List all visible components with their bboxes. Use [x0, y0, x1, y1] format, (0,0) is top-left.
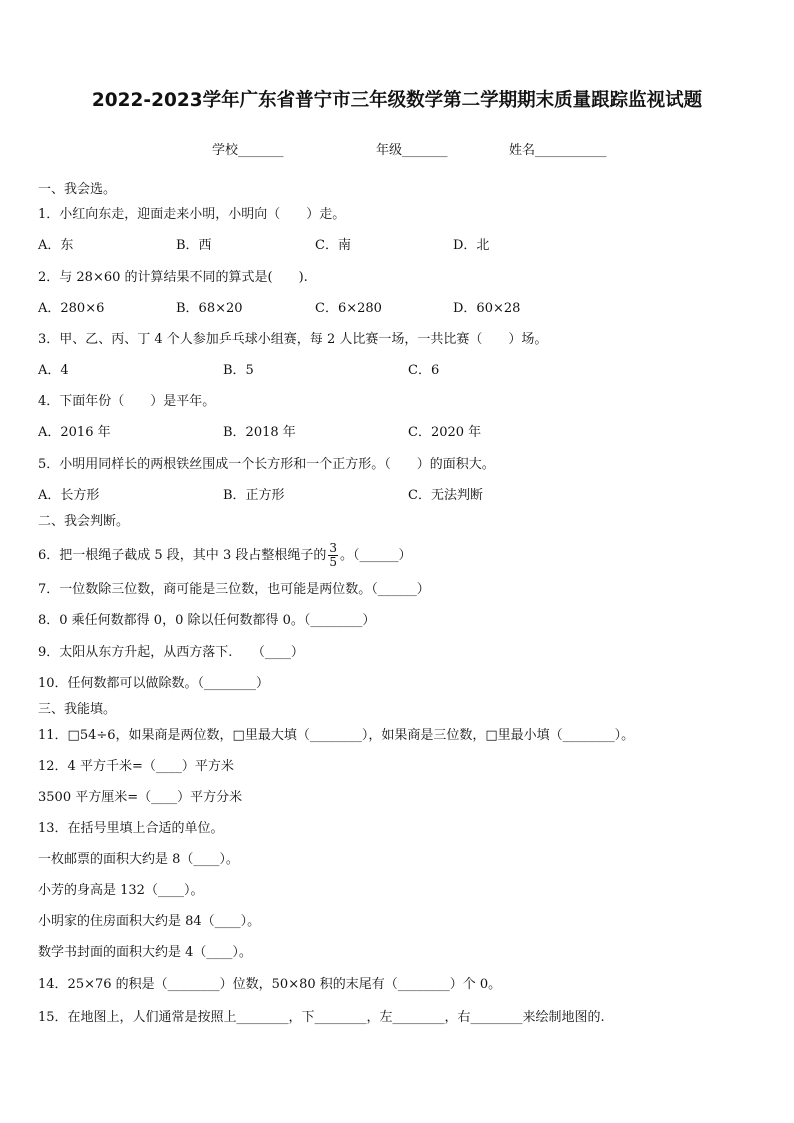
question-5: 5．小明用同样长的两根铁丝围成一个长方形和一个正方形。（ ）的面积大。 [38, 457, 495, 472]
question-11: 11．□54÷6，如果商是两位数，□里最大填（________），如果商是三位数，□里最小填（________）。 [38, 728, 635, 743]
q4-option-a: A．2016 年 [38, 425, 111, 440]
q4-option-b: B．2018 年 [223, 425, 296, 440]
q1-option-d: D．北 [453, 238, 490, 253]
exam-title: 2022-2023学年广东省普宁市三年级数学第二学期期末质量跟踪监视试题 [91, 90, 703, 111]
q1-option-b: B．西 [176, 238, 212, 253]
q3-option-c: C．6 [408, 363, 440, 378]
question-6 [38, 542, 412, 569]
question-10: 10．任何数都可以做除数。（________） [38, 676, 270, 691]
q2-option-d: D．60×28 [453, 301, 521, 316]
section-heading-fill: 三、我能填。 [38, 702, 117, 717]
section-heading-judge: 二、我会判断。 [38, 514, 130, 529]
q6-suffix: 。（______） [339, 548, 412, 563]
question-8: 8．0 乘任何数都得 0，0 除以任何数都得 0。（________） [38, 613, 376, 628]
question-12-line-2: 3500 平方厘米=（____）平方分米 [38, 790, 243, 805]
q1-option-a: A．东 [38, 238, 74, 253]
q2-option-a: A．280×6 [38, 301, 105, 316]
question-4: 4．下面年份（ ）是平年。 [38, 394, 216, 409]
q1-option-c: C．南 [315, 238, 351, 253]
q6-prefix: 6．把一根绳子截成 5 段，其中 3 段占整根绳子的 [38, 548, 327, 563]
q13-item-2: 小芳的身高是 132（____）。 [38, 883, 204, 898]
q2-option-b: B．68×20 [176, 301, 243, 316]
question-2: 2．与 28×60 的计算结果不同的算式是( ). [38, 270, 308, 285]
grade-field: 年级_______ [376, 143, 448, 158]
q13-item-4: 数学书封面的面积大约是 4（____）。 [38, 945, 252, 960]
name-field: 姓名___________ [509, 143, 607, 158]
q6-numerator: 3 [329, 541, 337, 555]
school-field: 学校_______ [212, 143, 284, 158]
q5-option-b: B．正方形 [223, 488, 285, 503]
question-12-line-1: 12．4 平方千米=（____）平方米 [38, 759, 234, 774]
question-7: 7．一位数除三位数，商可能是三位数，也可能是两位数。（______） [38, 582, 430, 597]
q13-item-3: 小明家的住房面积大约是 84（____）。 [38, 914, 261, 929]
q4-option-c: C．2020 年 [408, 425, 482, 440]
q3-option-b: B．5 [223, 363, 254, 378]
q2-option-c: C．6×280 [315, 301, 382, 316]
q13-item-1: 一枚邮票的面积大约是 8（____）。 [38, 852, 239, 867]
question-3: 3．甲、乙、丙、丁 4 个人参加乒乓球小组赛，每 2 人比赛一场，一共比赛（ ）场。 [38, 332, 548, 347]
q6-fraction [328, 542, 338, 569]
question-14: 14．25×76 的积是（________）位数，50×80 积的末尾有（________）个 0。 [38, 977, 502, 992]
section-heading-choice: 一、我会选。 [38, 182, 117, 197]
q5-option-a: A．长方形 [38, 488, 100, 503]
question-1: 1．小红向东走，迎面走来小明，小明向（ ）走。 [38, 207, 346, 222]
q6-denominator: 5 [329, 555, 337, 569]
question-9: 9．太阳从东方升起，从西方落下. （____） [38, 645, 304, 660]
q5-option-c: C．无法判断 [408, 488, 483, 503]
question-13: 13．在括号里填上合适的单位。 [38, 821, 224, 836]
question-15: 15．在地图上，人们通常是按照上________，下________，左________，右________来绘制地图的. [38, 1010, 605, 1025]
q3-option-a: A．4 [38, 363, 69, 378]
